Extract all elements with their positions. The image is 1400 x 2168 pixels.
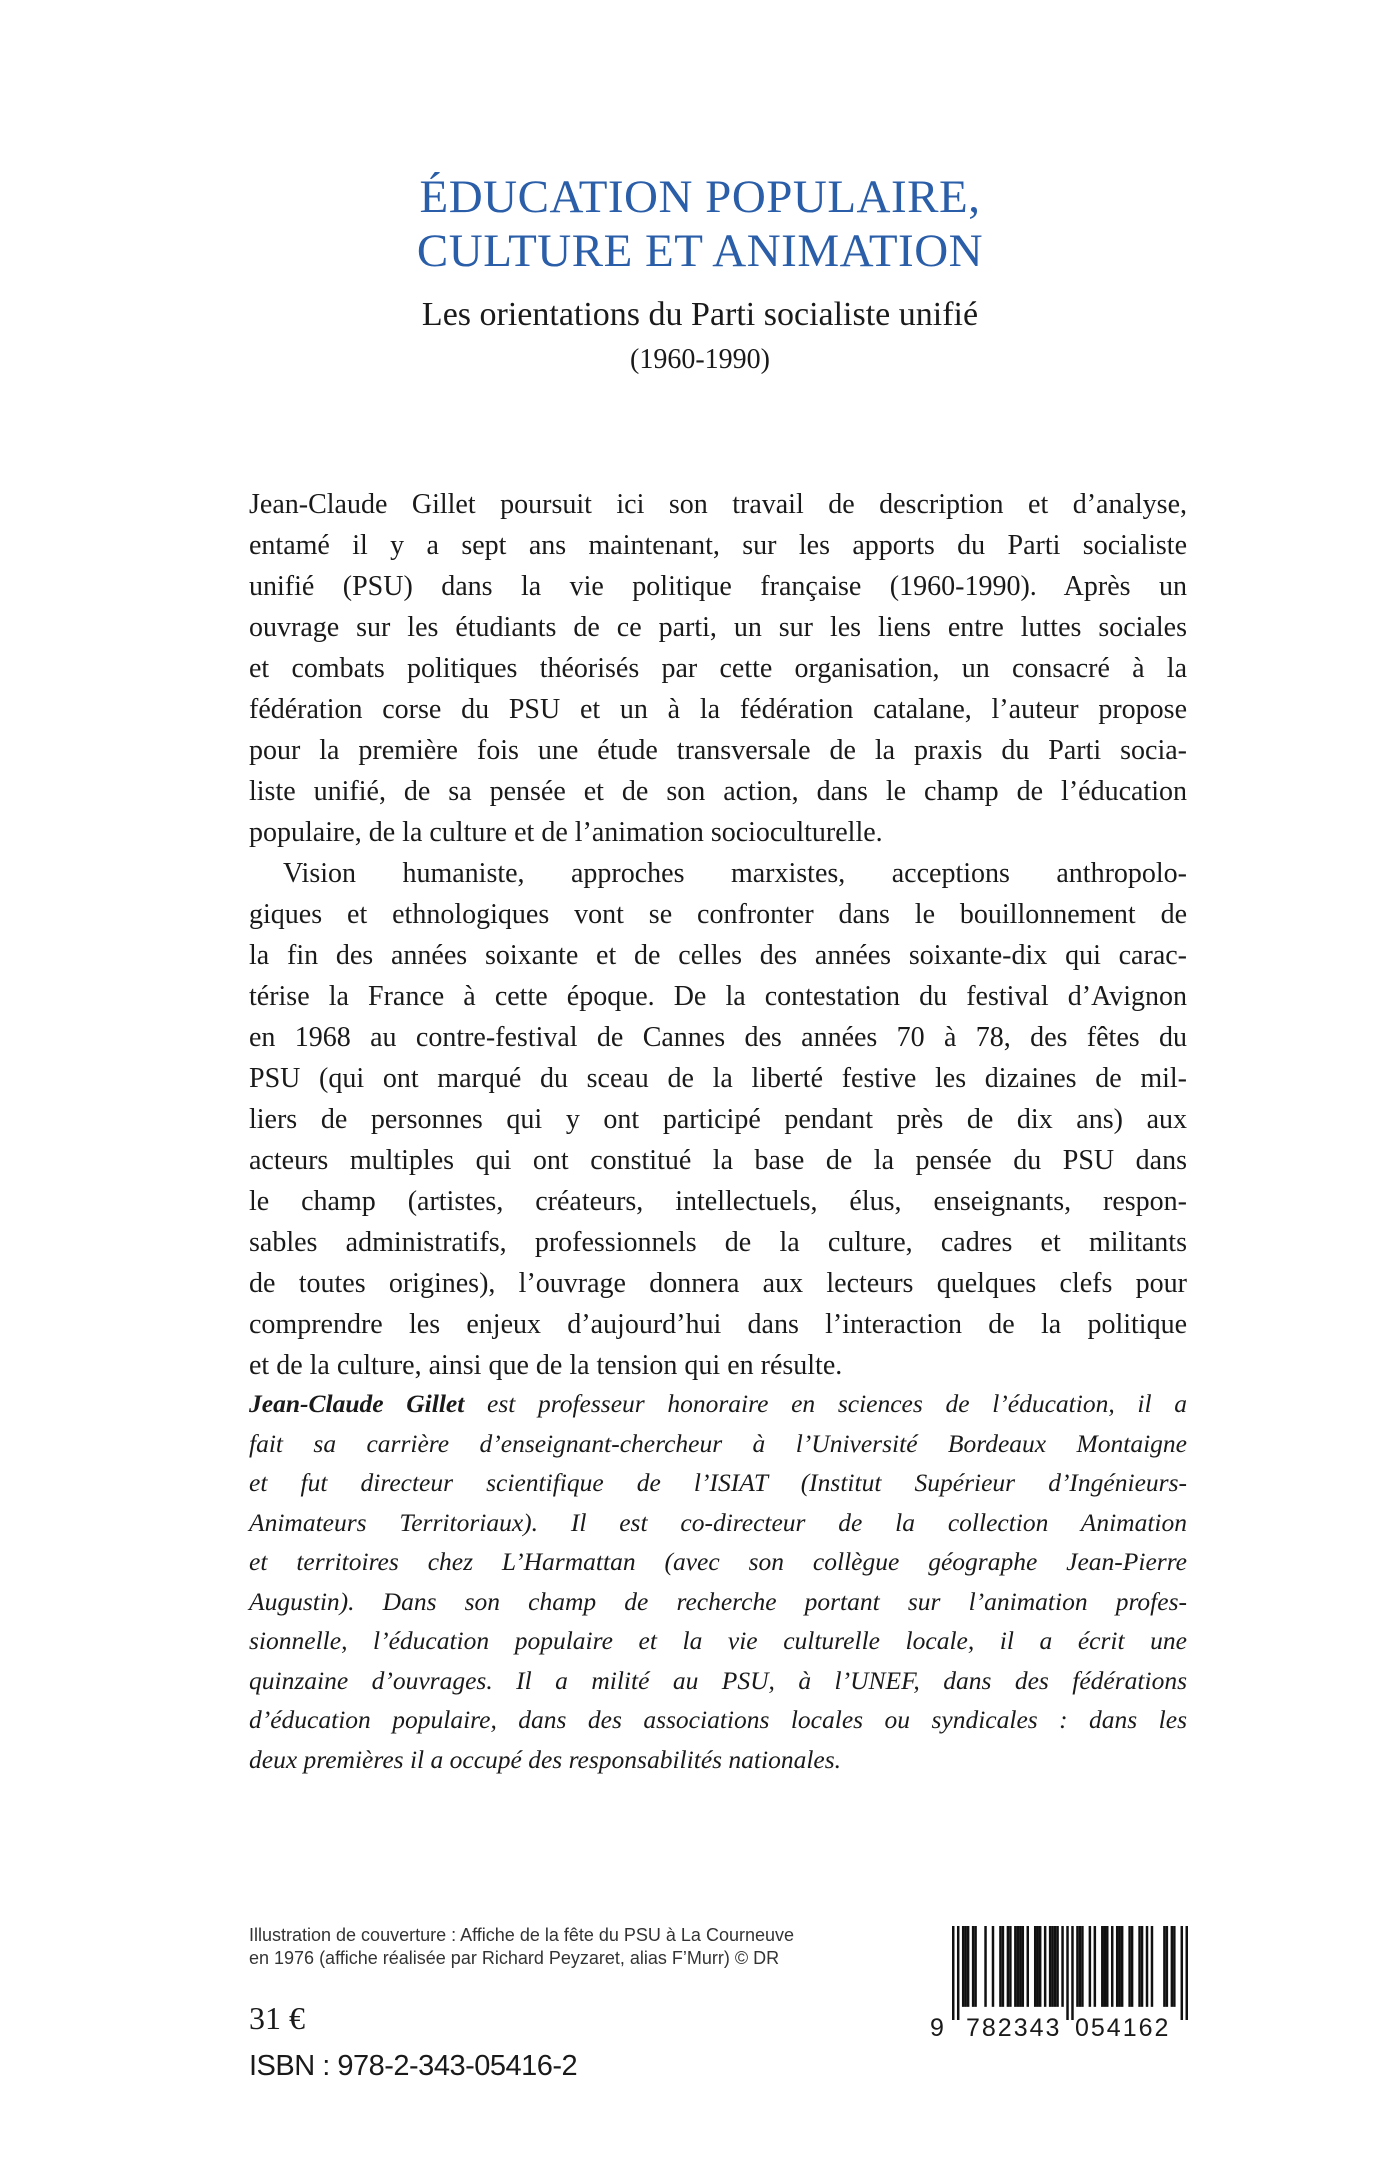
- bio-first-line: est professeur honoraire en sciences de l’éducation, il a: [464, 1389, 1187, 1418]
- barcode-bar: [972, 1926, 974, 2007]
- barcode-bar: [1009, 1926, 1011, 2007]
- barcode-bar: [1051, 1926, 1053, 2007]
- barcode-bar: [1017, 1926, 1019, 2007]
- barcode-bar: [1027, 1926, 1029, 2007]
- barcode-bar: [1141, 1926, 1143, 2007]
- text-line: acteurs multiples qui ont constitué la base de la pensée du PSU dans: [249, 1145, 1187, 1176]
- text-line: en 1968 au contre-festival de Cannes des années 70 à 78, des fêtes du: [249, 1022, 1187, 1053]
- cover-credit: [249, 1924, 794, 1970]
- text-line: unifié (PSU) dans la vie politique française (1960-1990). Après un: [249, 571, 1187, 602]
- text-line: sables administratifs, professionnels de la culture, cadres et militants: [249, 1227, 1187, 1258]
- barcode-bar: [992, 1926, 994, 2007]
- barcode-bar: [1079, 1926, 1081, 2007]
- barcode-bar: [1186, 1926, 1188, 2020]
- barcode-bar: [999, 1926, 1001, 2007]
- barcode-bar: [1039, 1926, 1041, 2007]
- barcode-bar: [1076, 1926, 1078, 2007]
- book-dates: (1960-1990): [630, 344, 770, 375]
- barcode-bar: [1163, 1926, 1165, 2007]
- barcode-bar: [1171, 1926, 1173, 2007]
- text-line: sionnelle, l’éducation populaire et la vie culturelle locale, il a écrit une: [249, 1626, 1187, 1655]
- title-line-1: ÉDUCATION POPULAIRE,: [419, 171, 981, 223]
- price: 31 €: [249, 2000, 305, 2036]
- text-line: Augustin). Dans son champ de recherche portant sur l’animation profes-: [249, 1586, 1187, 1616]
- barcode-bar: [1104, 1926, 1106, 2007]
- text-line: d’éducation populaire, dans des associations locales ou syndicales : dans les: [249, 1705, 1187, 1734]
- barcode-bar: [1054, 1926, 1056, 2007]
- barcode-bar: [1019, 1926, 1021, 2007]
- credit-line-2: en 1976 (affiche réalisée par Richard Peyzaret, alias F’Murr) © DR: [249, 1948, 780, 1968]
- text-line: liste unifié, de sa pensée et de son action, dans le champ de l’éducation: [249, 776, 1187, 807]
- text-line: populaire, de la culture et de l’animation socioculturelle.: [249, 817, 883, 848]
- barcode-bar: [1166, 1926, 1168, 2007]
- text-line: et territoires chez L’Harmattan (avec son collègue géographe Jean-Pierre: [249, 1547, 1187, 1576]
- text-line: et combats politiques théorisés par cette organisation, un consacré à la: [249, 653, 1187, 684]
- book-title: [0, 170, 1400, 278]
- text-line: Animateurs Territoriaux). Il est co-directeur de la collection Animation: [249, 1507, 1187, 1537]
- barcode-bar: [1101, 1926, 1103, 2007]
- barcode-bar: [1049, 1926, 1051, 2007]
- barcode-bar: [1007, 1926, 1009, 2007]
- barcode-digits-right: 054162: [1075, 2014, 1171, 2042]
- barcode-bar: [1106, 1926, 1108, 2007]
- bio-lines: [249, 1424, 1187, 1780]
- text-line: entamé il y a sept ans maintenant, sur les apports du Parti socialiste: [249, 530, 1187, 561]
- text-line: liers de personnes qui y ont participé pendant près de dix ans) aux: [249, 1104, 1187, 1135]
- barcode-bar: [984, 1926, 986, 2007]
- barcode-bar: [1173, 1926, 1175, 2007]
- barcode-bar: [1034, 1926, 1036, 2007]
- author-name: Jean-Claude Gillet: [249, 1389, 465, 1418]
- barcode-bar: [1181, 1926, 1183, 2020]
- barcode-bar: [974, 1926, 976, 2007]
- barcode-bar: [962, 1926, 964, 2007]
- barcode-bar: [1121, 1926, 1123, 2007]
- summary-text: [249, 484, 1187, 1386]
- barcode-digit-first: 9: [930, 2014, 946, 2042]
- barcode-bar: [1094, 1926, 1096, 2007]
- author-bio: [249, 1384, 1187, 1779]
- text-line: deux premières il a occupé des responsabilités nationales.: [249, 1744, 842, 1774]
- barcode-bar: [1146, 1926, 1148, 2007]
- barcode-bar: [1131, 1926, 1133, 2007]
- barcode-bar: [1138, 1926, 1140, 2007]
- credit-line-1: Illustration de couverture : Affiche de la fête du PSU à La Courneuve: [249, 1925, 795, 1945]
- barcode-bar: [1002, 1926, 1004, 2007]
- book-subtitle: Les orientations du Parti socialiste unifié: [421, 296, 979, 333]
- text-line: et de la culture, ainsi que de la tension qui en résulte.: [249, 1350, 843, 1381]
- barcode-bar: [1111, 1926, 1113, 2007]
- barcode-bar: [1151, 1926, 1153, 2007]
- text-line: fédération corse du PSU et un à la fédération catalane, l’auteur propose: [249, 694, 1187, 725]
- barcode-bar: [1014, 1926, 1016, 2007]
- text-line: de toutes origines), l’ouvrage donnera aux lecteurs quelques clefs pour: [249, 1268, 1187, 1299]
- barcode-bar: [1128, 1926, 1130, 2007]
- barcode-bar: [1071, 1926, 1073, 2020]
- barcode-bar: [952, 1926, 954, 2020]
- text-line: fait sa carrière d’enseignant-chercheur à l’Université Bordeaux Montaigne: [249, 1428, 1187, 1458]
- barcode: [930, 1926, 1192, 2046]
- text-line: PSU (qui ont marqué du sceau de la liberté festive les dizaines de mil-: [249, 1063, 1187, 1094]
- text-line: le champ (artistes, créateurs, intellectuels, élus, enseignants, respon-: [249, 1186, 1187, 1217]
- barcode-bar: [1022, 1926, 1024, 2007]
- isbn: ISBN : 978-2-343-05416-2: [249, 2050, 578, 2082]
- barcode-bar: [1081, 1926, 1083, 2007]
- summary-paragraph-2: [249, 853, 1187, 1386]
- barcode-bar: [957, 1926, 959, 2020]
- text-line: la fin des années soixante et de celles des années soixante-dix qui carac-: [249, 940, 1187, 971]
- text-line: térise la France à cette époque. De la contestation du festival d’Avignon: [249, 981, 1187, 1012]
- text-line: quinzaine d’ouvrages. Il a milité au PSU, à l’UNEF, dans des fédérations: [249, 1665, 1187, 1695]
- barcode-bar: [1066, 1926, 1068, 2020]
- text-line: Jean-Claude Gillet poursuit ici son travail de description et d’analyse,: [249, 489, 1187, 520]
- text-line: et fut directeur scientifique de l’ISIAT (Institut Supérieur d’Ingénieurs-: [249, 1468, 1187, 1497]
- text-line: comprendre les enjeux d’aujourd’hui dans l’interaction de la politique: [249, 1309, 1187, 1340]
- barcode-bars: [952, 1926, 1188, 2020]
- text-line: giques et ethnologiques vont se confronter dans le bouillonnement de: [249, 899, 1187, 930]
- barcode-bar: [1036, 1926, 1038, 2007]
- text-line: Vision humaniste, approches marxistes, acceptions anthropolo-: [283, 858, 1187, 889]
- barcode-bar: [1061, 1926, 1063, 2007]
- barcode-bar: [967, 1926, 969, 2007]
- barcode-digits-left: 782343: [966, 2014, 1062, 2042]
- barcode-bar: [1118, 1926, 1120, 2007]
- barcode-bar: [1116, 1926, 1118, 2007]
- barcode-bar: [1089, 1926, 1091, 2007]
- summary-paragraph-1: [249, 484, 1187, 853]
- text-line: pour la première fois une étude transversale de la praxis du Parti socia-: [249, 735, 1187, 766]
- text-line: ouvrage sur les étudiants de ce parti, un sur les liens entre luttes sociales: [249, 612, 1187, 643]
- barcode-bar: [964, 1926, 966, 2007]
- title-line-2: CULTURE ET ANIMATION: [416, 225, 984, 277]
- barcode-bar: [1056, 1926, 1058, 2007]
- barcode-bar: [1044, 1926, 1046, 2007]
